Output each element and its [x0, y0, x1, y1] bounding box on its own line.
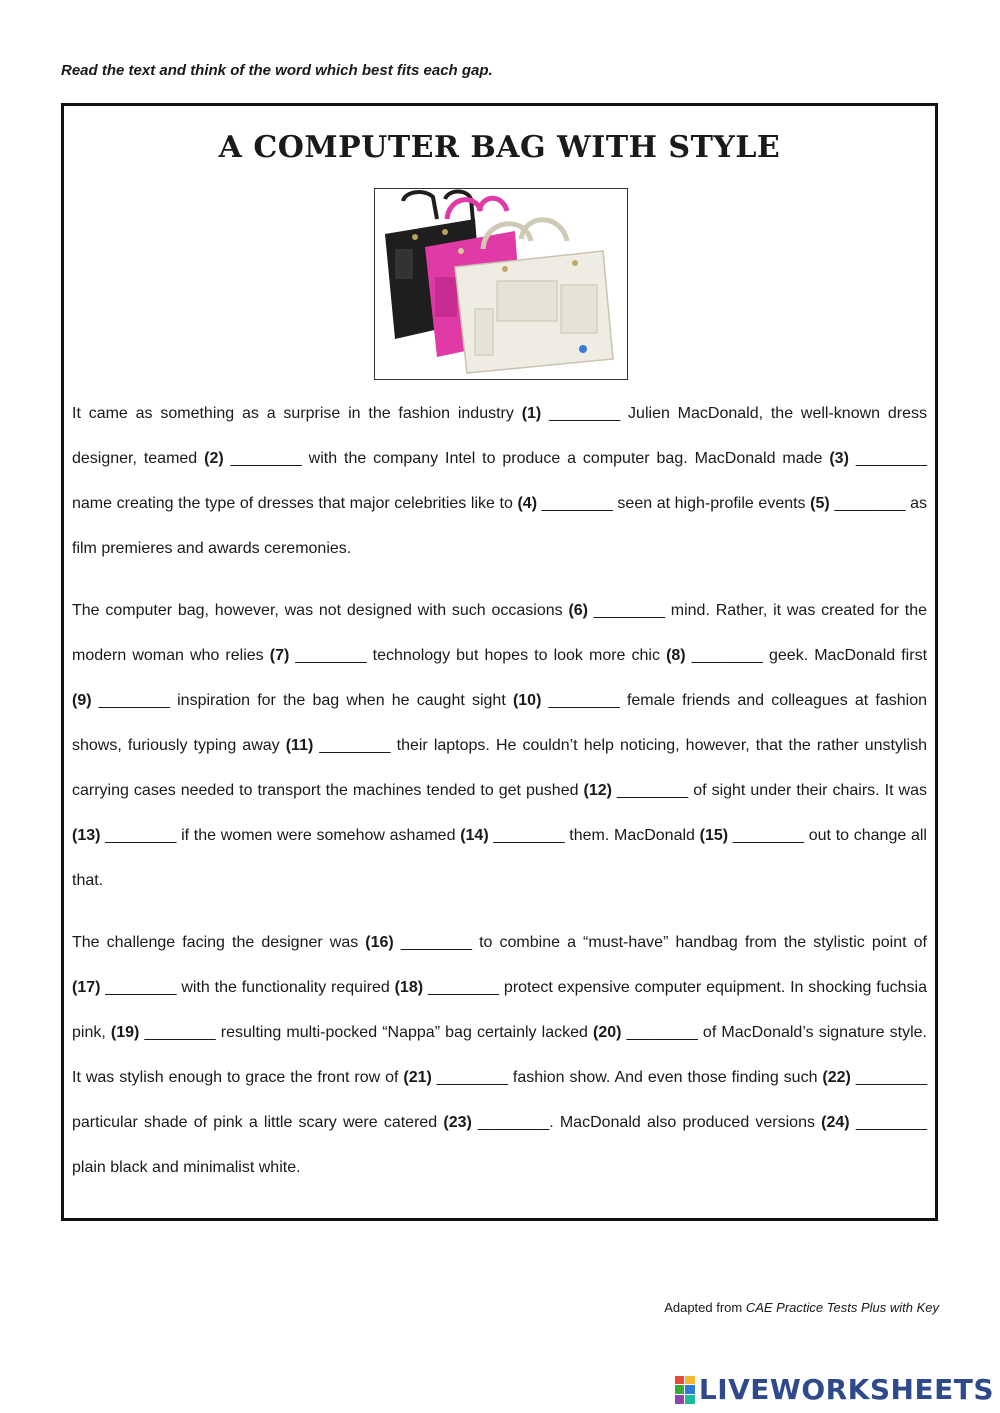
paragraph [72, 920, 927, 1190]
gap-number: (9) [72, 692, 92, 709]
gap-number: (24) [821, 1114, 850, 1131]
gap-blank[interactable] [286, 737, 391, 754]
gap-blank[interactable] [593, 1024, 698, 1041]
passage-text: with the functionality required [176, 979, 395, 996]
gap-number: (3) [829, 450, 849, 467]
paragraph [72, 391, 927, 571]
gap-number: (13) [72, 827, 101, 844]
gap-blank[interactable] [517, 495, 612, 512]
gap-line[interactable]: ________ [855, 450, 927, 467]
gap-blank[interactable] [111, 1024, 216, 1041]
passage-text: their laptops. He couldn’t help noticing, however, that the rather unstylish carrying cases needed to transport the machines tended to get pushed [72, 737, 927, 799]
passage-title: A COMPUTER BAG WITH STYLE [218, 130, 781, 165]
gap-blank[interactable] [821, 1114, 927, 1131]
passage-text: inspiration for the bag when he caught sight [169, 692, 513, 709]
gap-line[interactable]: ________ [295, 647, 367, 664]
gap-blank[interactable] [270, 647, 367, 664]
gap-blank[interactable] [700, 827, 804, 844]
gap-number: (15) [699, 827, 729, 844]
source-prefix: Adapted from [664, 1300, 746, 1315]
gap-line[interactable]: ________ [732, 827, 805, 844]
passage-text: of sight under their chairs. It was [688, 782, 927, 799]
gap-line[interactable]: ________ [427, 979, 500, 996]
gap-line[interactable]: ________ [548, 692, 620, 709]
gap-number: (16) [365, 934, 394, 951]
source-title: CAE Practice Tests Plus with Key [745, 1300, 939, 1315]
paragraph [72, 588, 927, 903]
gap-line[interactable]: ________ [319, 737, 391, 754]
gap-line[interactable]: ________ [626, 1024, 698, 1041]
passage-text: particular shade of pink a little scary were catered [72, 1114, 444, 1131]
gap-line[interactable]: ________ [855, 1114, 927, 1131]
passage-body [72, 391, 927, 1207]
passage-text: with the company Intel to produce a computer bag. MacDonald made [301, 450, 830, 467]
gap-number: (17) [72, 979, 101, 996]
passage-text: protect expensive computer equipment. In shocking fuchsia pink, [72, 979, 927, 1041]
passage-text: of MacDonald’s signature style. It was stylish enough to grace the front row of [72, 1024, 927, 1086]
gap-line[interactable]: ________ [541, 495, 613, 512]
liveworksheets-grid-icon [675, 1376, 695, 1404]
gap-blank[interactable] [822, 1069, 927, 1086]
passage-text: resulting multi-pocked “Nappa” bag certainly lacked [215, 1024, 594, 1041]
gap-line[interactable]: ________ [98, 692, 170, 709]
passage-text: The computer bag, however, was not designed with such occasions [72, 602, 569, 619]
gap-blank[interactable] [443, 1114, 549, 1131]
passage-text: Julien MacDonald, the well-known dress designer, teamed [72, 405, 927, 467]
gap-line[interactable]: ________ [691, 647, 763, 664]
gap-line[interactable]: ________ [493, 827, 565, 844]
brand-name: LIVEWORKSHEETS [698, 1373, 994, 1406]
passage-text: out to change all that. [72, 827, 927, 889]
gap-number: (21) [403, 1069, 432, 1086]
gap-number: (12) [583, 782, 612, 799]
gap-blank[interactable] [513, 692, 620, 709]
gap-line[interactable]: ________ [478, 1114, 550, 1131]
gap-line[interactable]: ________ [617, 782, 689, 799]
gap-blank[interactable] [522, 405, 621, 422]
passage-text: as film premieres and awards ceremonies. [72, 495, 928, 557]
liveworksheets-logo [675, 1373, 994, 1406]
gap-number: (1) [521, 405, 542, 422]
gap-line[interactable]: ________ [105, 979, 177, 996]
gap-blank[interactable] [204, 450, 302, 467]
passage-text: technology but hopes to look more chic [366, 647, 667, 664]
gap-number: (5) [810, 495, 830, 512]
passage-text: seen at high-profile events [612, 495, 811, 512]
gap-number: (18) [394, 979, 424, 996]
bags-photo [374, 188, 628, 380]
gap-number: (8) [666, 647, 686, 664]
gap-number: (20) [593, 1024, 622, 1041]
passage-text: . MacDonald also produced versions [549, 1114, 822, 1131]
passage-text: geek. MacDonald first [762, 647, 928, 664]
passage-frame [61, 103, 938, 1221]
gap-blank[interactable] [395, 979, 499, 996]
gap-line[interactable]: ________ [400, 934, 473, 951]
passage-text: name creating the type of dresses that major celebrities like to [72, 495, 518, 512]
gap-line[interactable]: ________ [230, 450, 302, 467]
gap-number: (22) [822, 1069, 851, 1086]
instruction-text: Read the text and think of the word which best fits each gap. [61, 62, 493, 79]
gap-blank[interactable] [460, 827, 564, 844]
gap-number: (6) [568, 602, 588, 619]
gap-number: (11) [285, 737, 314, 754]
gap-blank[interactable] [365, 934, 472, 951]
gap-blank[interactable] [810, 495, 905, 512]
gap-number: (2) [204, 450, 224, 467]
passage-text: The challenge facing the designer was [72, 934, 366, 951]
gap-blank[interactable] [403, 1069, 508, 1086]
gap-line[interactable]: ________ [855, 1069, 928, 1086]
bags-illustration [375, 189, 627, 379]
passage-text: fashion show. And even those finding such [507, 1069, 823, 1086]
passage-text: if the women were somehow ashamed [176, 827, 461, 844]
passage-text: to combine a “must-have” handbag from the stylistic point of [472, 934, 927, 951]
gap-blank[interactable] [72, 979, 176, 996]
gap-number: (7) [269, 647, 290, 664]
gap-line[interactable]: ________ [834, 495, 906, 512]
gap-number: (19) [110, 1024, 140, 1041]
gap-blank[interactable] [72, 827, 176, 844]
gap-number: (4) [517, 495, 538, 512]
gap-blank[interactable] [568, 602, 665, 619]
gap-number: (10) [512, 692, 542, 709]
gap-blank[interactable] [666, 647, 763, 664]
gap-number: (23) [443, 1114, 472, 1131]
gap-number: (14) [460, 827, 489, 844]
gap-line[interactable]: ________ [593, 602, 665, 619]
gap-line[interactable]: ________ [549, 405, 621, 422]
passage-text: mind. Rather, it was created for the modern woman who relies [72, 602, 927, 664]
gap-blank[interactable] [584, 782, 689, 799]
passage-text: them. MacDonald [564, 827, 700, 844]
gap-line[interactable]: ________ [105, 827, 177, 844]
gap-blank[interactable] [72, 692, 170, 709]
gap-blank[interactable] [829, 450, 927, 467]
passage-text: female friends and colleagues at fashion shows, furiously typing away [72, 692, 927, 754]
passage-text: plain black and minimalist white. [72, 1159, 301, 1176]
passage-text: It came as something as a surprise in the fashion industry [72, 405, 522, 422]
gap-line[interactable]: ________ [144, 1024, 216, 1041]
gap-line[interactable]: ________ [436, 1069, 508, 1086]
source-credit [664, 1300, 939, 1315]
